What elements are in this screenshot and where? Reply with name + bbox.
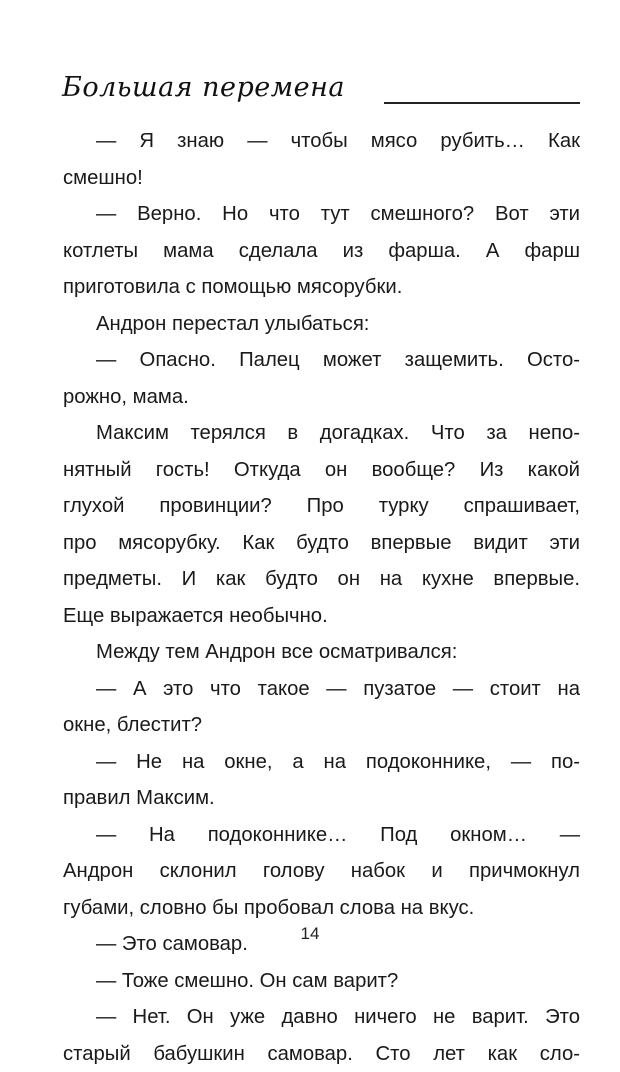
text-line: — На подоконнике… Под окном… — (63, 817, 580, 854)
text-line: — Я знаю — чтобы мясо рубить… Как (63, 123, 580, 160)
text-line: Между тем Андрон все осматривался: (63, 634, 580, 671)
text-line: Андрон склонил голову набок и причмокнул (63, 853, 580, 890)
section-title: Большая перемена (62, 72, 345, 103)
running-header (62, 64, 582, 114)
text-line: окне, блестит? (63, 707, 580, 744)
text-line: губами, словно бы пробовал слова на вкус. (63, 890, 580, 927)
text-line: предметы. И как будто он на кухне впервые. (63, 561, 580, 598)
text-line: — Это самовар. (63, 926, 580, 963)
text-line: Еще выражается необычно. (63, 598, 580, 635)
text-line: нятный гость! Откуда он вообще? Из какой (63, 452, 580, 489)
text-line: — Тоже смешно. Он сам варит? (63, 963, 580, 1000)
text-line: приготовила с помощью мясорубки. (63, 269, 580, 306)
text-line: Максим терялся в догадках. Что за непо- (63, 415, 580, 452)
header-rule (384, 102, 580, 104)
text-line: — Нет. Он уже давно ничего не варит. Это (63, 999, 580, 1036)
text-line: — Опасно. Палец может защемить. Осто- (63, 342, 580, 379)
page-number: 14 (0, 924, 620, 944)
text-line: Андрон перестал улыбаться: (63, 306, 580, 343)
text-line: — Не на окне, а на подоконнике, — по- (63, 744, 580, 781)
text-line: про мясорубку. Как будто впервые видит эти (63, 525, 580, 562)
text-line: правил Максим. (63, 780, 580, 817)
text-line: котлеты мама сделала из фарша. А фарш (63, 233, 580, 270)
text-line: смешно! (63, 160, 580, 197)
text-line: глухой провинции? Про турку спрашивает, (63, 488, 580, 525)
text-line: старый бабушкин самовар. Сто лет как сло- (63, 1036, 580, 1072)
text-line: — А это что такое — пузатое — стоит на (63, 671, 580, 708)
text-line: — Верно. Но что тут смешного? Вот эти (63, 196, 580, 233)
text-line: рожно, мама. (63, 379, 580, 416)
